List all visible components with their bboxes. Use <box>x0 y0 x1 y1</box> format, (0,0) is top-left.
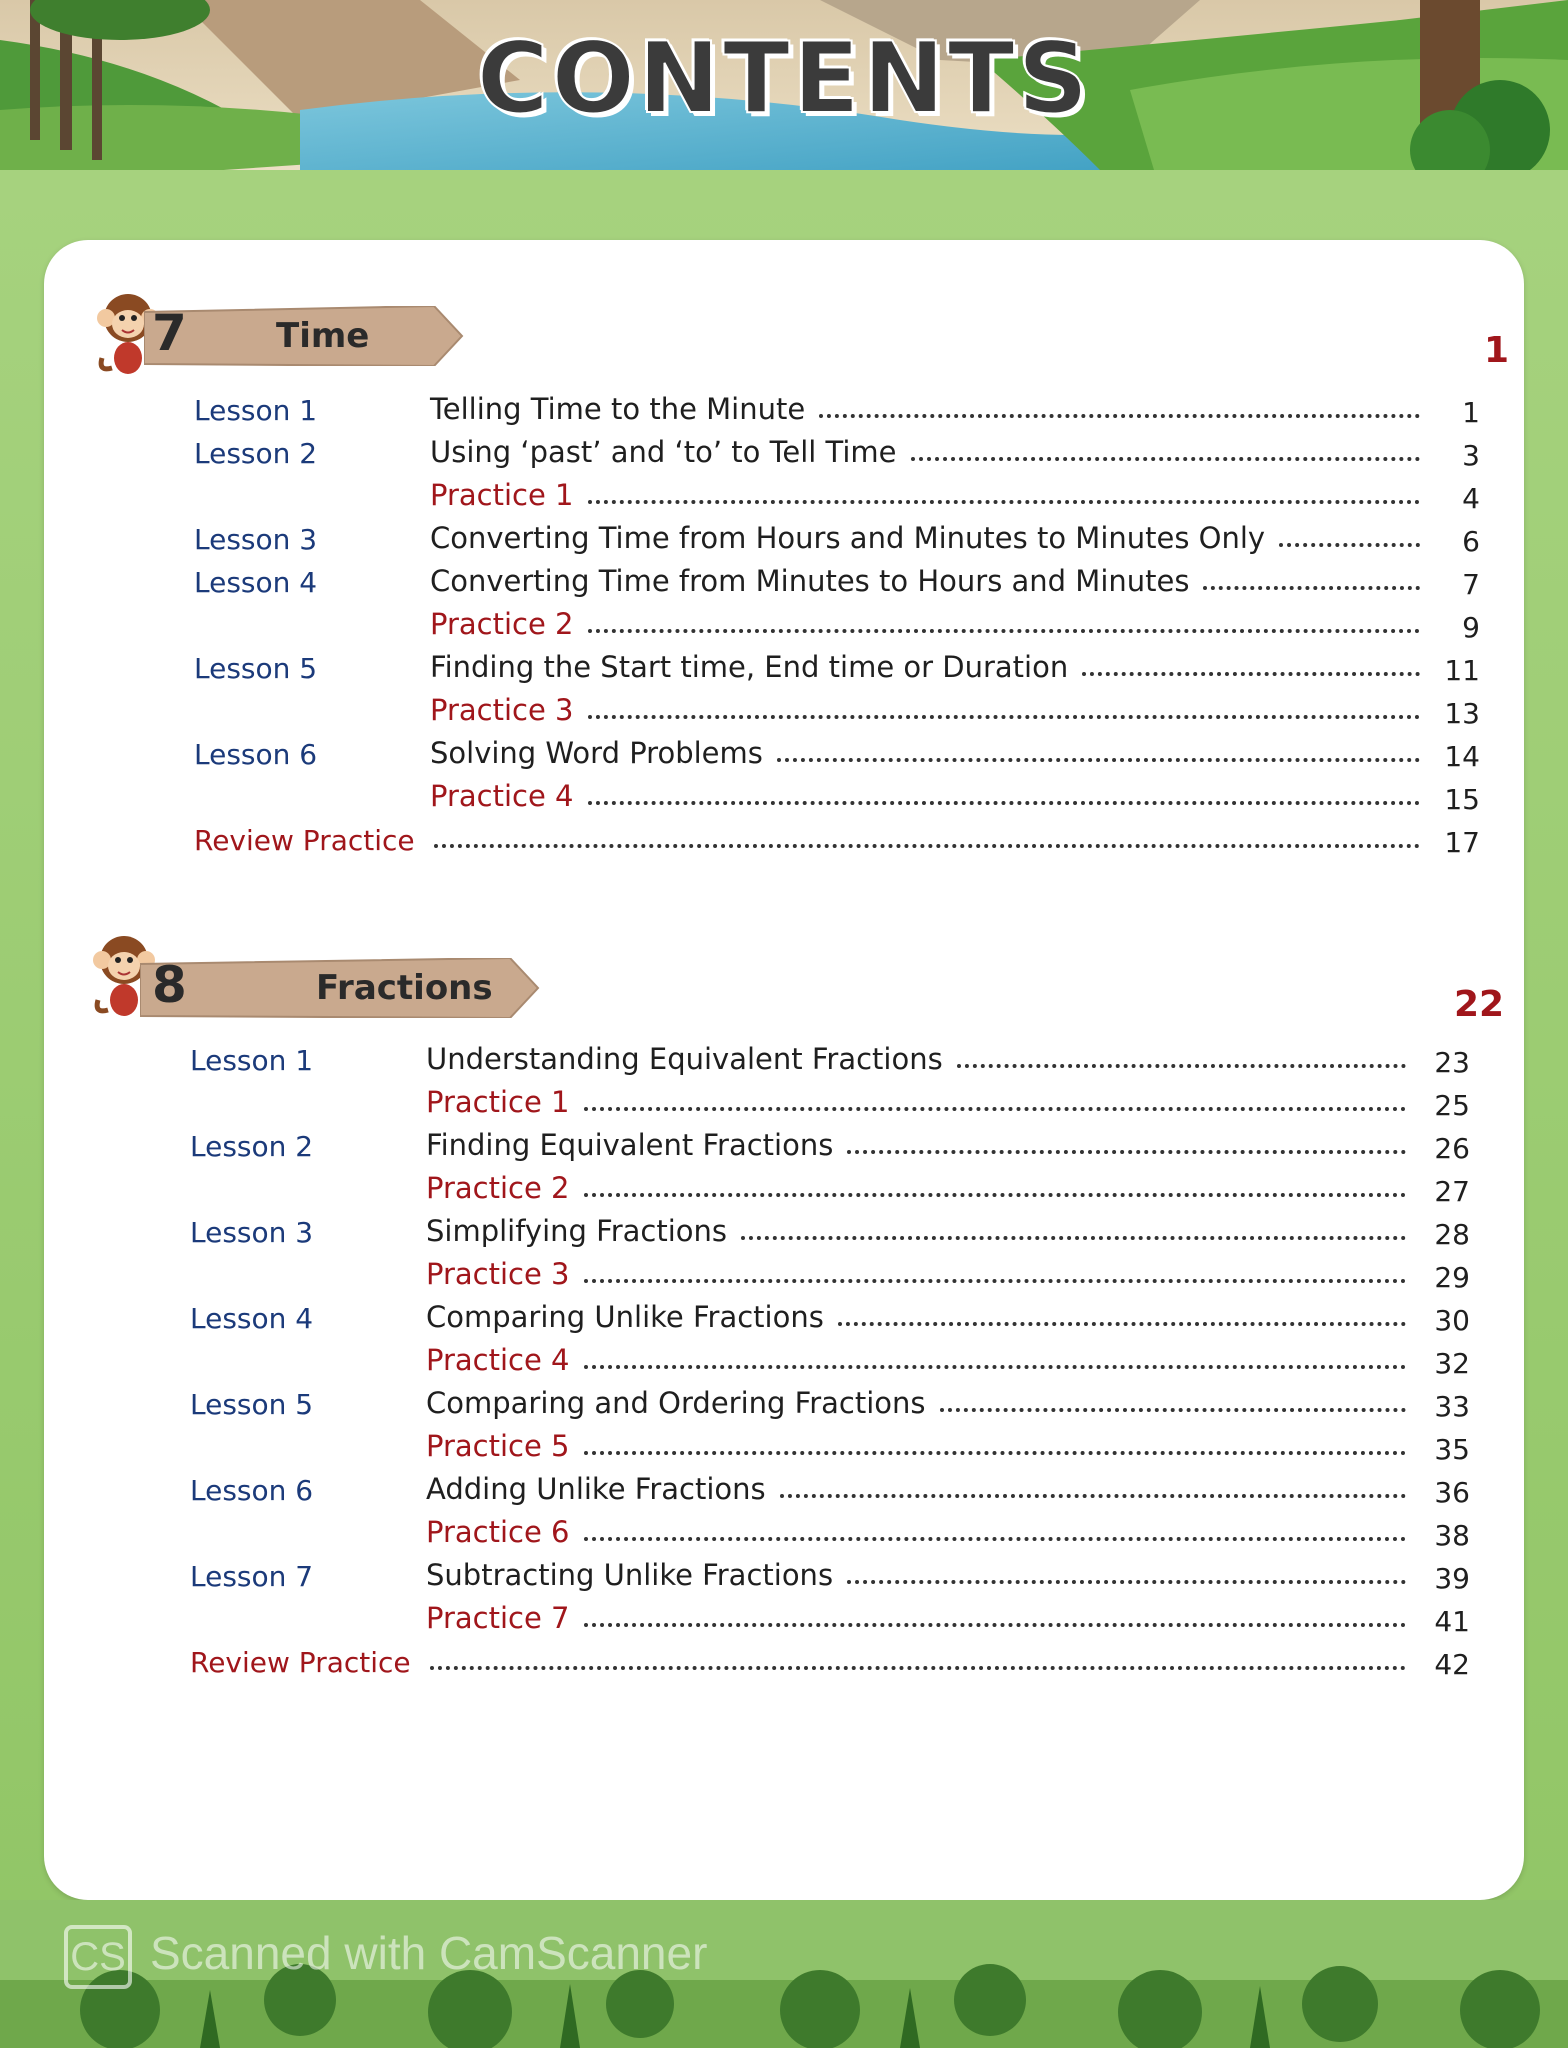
camscanner-logo-icon: CS <box>64 1925 132 1989</box>
lesson-title: Finding Equivalent Fractions <box>426 1128 834 1162</box>
toc-practice-row <box>44 605 1524 645</box>
toc-practice-row <box>44 1083 1524 1123</box>
page-number: 27 <box>1434 1175 1470 1208</box>
lesson-label: Lesson 5 <box>194 652 318 685</box>
dot-leader <box>584 1193 1406 1197</box>
lesson-title: Solving Word Problems <box>430 736 763 770</box>
page-number: 33 <box>1434 1390 1470 1423</box>
dot-leader <box>584 1279 1406 1283</box>
page-number: 9 <box>1462 611 1480 644</box>
dot-leader <box>847 1150 1406 1154</box>
toc-lesson-row <box>44 519 1524 559</box>
practice-title: Practice 4 <box>426 1343 570 1377</box>
page-number: 38 <box>1434 1519 1470 1552</box>
toc-lesson-row <box>44 1556 1524 1596</box>
toc-practice-row <box>44 1255 1524 1295</box>
review-practice-label: Review Practice <box>190 1646 411 1679</box>
dot-leader <box>434 844 1420 848</box>
dot-leader <box>780 1494 1406 1498</box>
chapter-tag <box>140 958 540 1018</box>
dot-leader <box>1279 543 1420 547</box>
chapter-page-number: 1 <box>1484 330 1510 371</box>
practice-title: Practice 2 <box>426 1171 570 1205</box>
page-number: 35 <box>1434 1433 1470 1466</box>
lesson-title: Understanding Equivalent Fractions <box>426 1042 943 1076</box>
page-number: 30 <box>1434 1304 1470 1337</box>
toc-lesson-row <box>44 1298 1524 1338</box>
dot-leader <box>1203 586 1420 590</box>
chapter-number: 8 <box>152 956 187 1014</box>
toc-lesson-row <box>44 390 1524 430</box>
lesson-label: Lesson 1 <box>190 1044 314 1077</box>
lesson-label: Lesson 6 <box>190 1474 314 1507</box>
page-number: 11 <box>1444 654 1480 687</box>
dot-leader <box>940 1408 1406 1412</box>
page-number: 7 <box>1462 568 1480 601</box>
dot-leader <box>777 758 1420 762</box>
dot-leader <box>741 1236 1406 1240</box>
toc-practice-row <box>44 777 1524 817</box>
toc-practice-row <box>44 691 1524 731</box>
toc-lesson-row <box>44 562 1524 602</box>
dot-leader <box>584 1537 1406 1541</box>
page-number: 32 <box>1434 1347 1470 1380</box>
lesson-title: Simplifying Fractions <box>426 1214 728 1248</box>
page-number: 25 <box>1434 1089 1470 1122</box>
practice-title: Practice 4 <box>430 779 574 813</box>
contents-card <box>44 240 1524 1900</box>
practice-title: Practice 6 <box>426 1515 570 1549</box>
lesson-title: Converting Time from Hours and Minutes to Minutes Only <box>430 521 1266 555</box>
practice-title: Practice 5 <box>426 1429 570 1463</box>
review-practice-label: Review Practice <box>194 824 415 857</box>
toc-lesson-row <box>44 433 1524 473</box>
page-number: 26 <box>1434 1132 1470 1165</box>
page-number: 42 <box>1434 1648 1470 1681</box>
lesson-label: Lesson 4 <box>194 566 318 599</box>
chapter-name: Time <box>276 316 370 356</box>
page-number: 17 <box>1444 826 1480 859</box>
lesson-title: Adding Unlike Fractions <box>426 1472 766 1506</box>
page-number: 4 <box>1462 482 1480 515</box>
toc-lesson-row <box>44 1126 1524 1166</box>
toc-practice-row <box>44 1599 1524 1639</box>
toc-lesson-row <box>44 648 1524 688</box>
page-number: 14 <box>1444 740 1480 773</box>
lesson-label: Lesson 3 <box>190 1216 314 1249</box>
page-number: 28 <box>1434 1218 1470 1251</box>
toc-review-row <box>44 820 1524 860</box>
dot-leader <box>957 1064 1406 1068</box>
lesson-title: Using ‘past’ and ‘to’ to Tell Time <box>430 435 897 469</box>
lesson-title: Converting Time from Minutes to Hours and Minutes <box>430 564 1190 598</box>
dot-leader <box>588 629 1420 633</box>
page-number: 15 <box>1444 783 1480 816</box>
toc-lesson-row <box>44 1212 1524 1252</box>
dot-leader <box>819 414 1420 418</box>
toc-practice-row <box>44 1427 1524 1467</box>
dot-leader <box>838 1322 1406 1326</box>
lesson-title: Subtracting Unlike Fractions <box>426 1558 834 1592</box>
toc-practice-row <box>44 1341 1524 1381</box>
lesson-label: Lesson 2 <box>190 1130 314 1163</box>
practice-title: Practice 1 <box>426 1085 570 1119</box>
toc-practice-row <box>44 1513 1524 1553</box>
toc-lesson-row <box>44 1384 1524 1424</box>
lesson-label: Lesson 6 <box>194 738 318 771</box>
lesson-label: Lesson 7 <box>190 1560 314 1593</box>
dot-leader <box>911 457 1420 461</box>
page-number: 41 <box>1434 1605 1470 1638</box>
chapter-number: 7 <box>152 304 187 362</box>
dot-leader <box>584 1623 1406 1627</box>
toc-lesson-row <box>44 734 1524 774</box>
lesson-label: Lesson 4 <box>190 1302 314 1335</box>
lesson-title: Comparing and Ordering Fractions <box>426 1386 926 1420</box>
practice-title: Practice 3 <box>430 693 574 727</box>
dot-leader <box>588 715 1420 719</box>
lesson-label: Lesson 3 <box>194 523 318 556</box>
page-number: 29 <box>1434 1261 1470 1294</box>
lesson-title: Comparing Unlike Fractions <box>426 1300 824 1334</box>
practice-title: Practice 3 <box>426 1257 570 1291</box>
lesson-label: Lesson 1 <box>194 394 318 427</box>
page-number: 23 <box>1434 1046 1470 1079</box>
page-number: 6 <box>1462 525 1480 558</box>
chapter-name: Fractions <box>316 968 493 1008</box>
lesson-title: Telling Time to the Minute <box>430 392 806 426</box>
scanner-watermark <box>64 1925 707 1989</box>
lesson-label: Lesson 2 <box>194 437 318 470</box>
toc-practice-row <box>44 1169 1524 1209</box>
page-title: CONTENTS <box>476 22 1092 136</box>
dot-leader <box>584 1451 1406 1455</box>
page-number: 39 <box>1434 1562 1470 1595</box>
dot-leader <box>1082 672 1420 676</box>
page-number: 1 <box>1462 396 1480 429</box>
toc-practice-row <box>44 476 1524 516</box>
watermark-text: Scanned with CamScanner <box>150 1927 708 1980</box>
chapter-tag <box>144 306 464 366</box>
dot-leader <box>588 801 1420 805</box>
toc-review-row <box>44 1642 1524 1682</box>
chapter-page-number: 22 <box>1454 984 1505 1025</box>
page-number: 36 <box>1434 1476 1470 1509</box>
toc-lesson-row <box>44 1470 1524 1510</box>
page-number: 13 <box>1444 697 1480 730</box>
practice-title: Practice 1 <box>430 478 574 512</box>
dot-leader <box>847 1580 1406 1584</box>
toc-lesson-row <box>44 1040 1524 1080</box>
lesson-title: Finding the Start time, End time or Duration <box>430 650 1069 684</box>
dot-leader <box>584 1107 1406 1111</box>
page-number: 3 <box>1462 439 1480 472</box>
dot-leader <box>430 1666 1406 1670</box>
practice-title: Practice 2 <box>430 607 574 641</box>
practice-title: Practice 7 <box>426 1601 570 1635</box>
lesson-label: Lesson 5 <box>190 1388 314 1421</box>
dot-leader <box>588 500 1420 504</box>
dot-leader <box>584 1365 1406 1369</box>
